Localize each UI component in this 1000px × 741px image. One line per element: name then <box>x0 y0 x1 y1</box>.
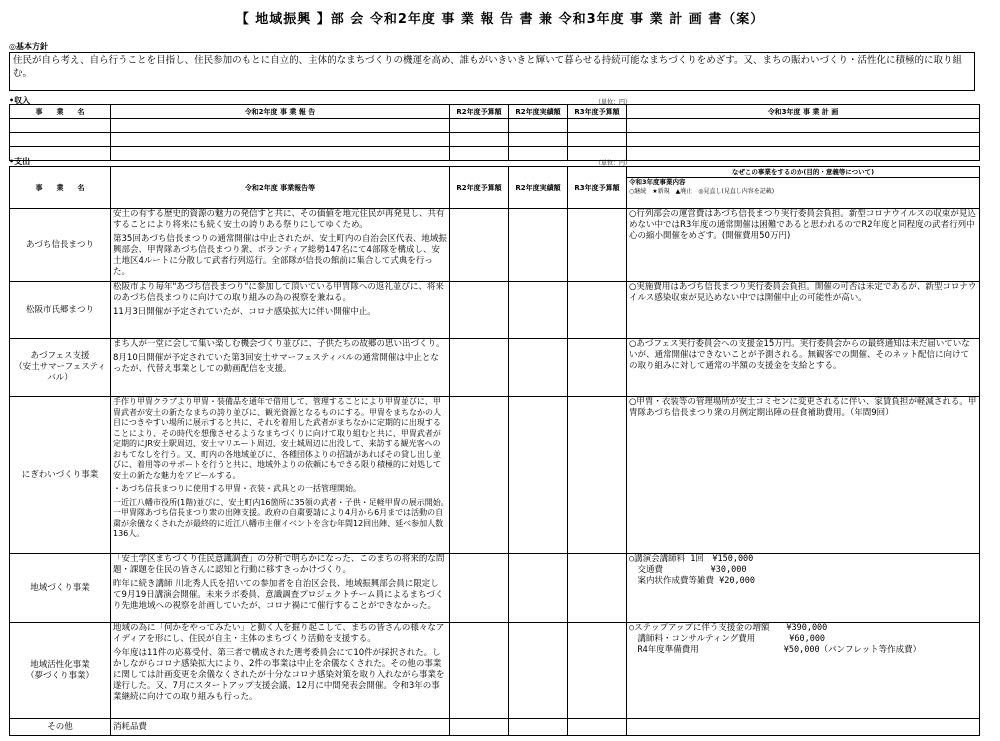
budget-cell <box>450 719 509 736</box>
page-title: 【 地域振興 】部 会 令和2年度 事 業 報 告 書 兼 令和3年度 事 業 計 画 書（案） <box>235 12 765 27</box>
row-plan: ○行列部会の運営費はあづち信長まつり実行委員会負担。新型コロナウイルスの収束が見込めない中ではR3年度の通常開催は困難であると思われるのでR2年度と同程度の武者行列中心の縮小開催をめざす。(開催費用50万円) <box>627 209 980 282</box>
expense-unit: （単位：円） <box>595 160 632 167</box>
income-header-r3budget: R3年度予算額 <box>568 105 627 119</box>
row-report <box>111 623 450 719</box>
budget-cell <box>450 623 509 719</box>
r3budget-cell <box>568 209 627 282</box>
r3budget-cell <box>568 282 627 339</box>
report-paragraph: 11月3日開催が予定されていたが、コロナ感染拡大に伴い開催中止。 <box>113 307 376 317</box>
income-header-plan: 令和3年度 事 業 計 画 <box>627 105 980 119</box>
actual-cell <box>509 397 568 554</box>
row-report <box>111 719 450 736</box>
income-cell <box>627 147 980 161</box>
report-paragraph: ・あづち信長まつりに使用する甲冑・衣装・武具との一括管理開始。 <box>113 484 361 493</box>
row-report <box>111 282 450 339</box>
r3budget-cell <box>568 719 627 736</box>
budget-cell <box>450 554 509 623</box>
row-plan <box>627 554 980 623</box>
row-name: あづち信長まつり <box>10 209 111 282</box>
income-cell <box>450 133 509 147</box>
report-paragraph: 「安土学区まちづくり住民意識調査」の分析で明らかになった、このまちの将来的な問題・課題を住民の皆さんに認知と行動に移すきっかけづくり。 <box>113 554 445 575</box>
expense-header-actual: R2年度実績額 <box>509 167 568 209</box>
plan-line: R4年度準備費用 ¥50,000（パンフレット等作成費） <box>629 645 922 655</box>
row-name: にぎわいづくり事業 <box>10 397 111 554</box>
row-name: 松阪市氏郷まつり <box>10 282 111 339</box>
expense-header-plan <box>627 167 980 209</box>
plan-legend: ○継続 ★新規 ▲廃止 ◎見直し(見直し内容を記載) <box>629 188 775 195</box>
income-cell <box>568 119 627 133</box>
row-report <box>111 554 450 623</box>
income-cell <box>627 133 980 147</box>
why-header: なぜこの事業をするのか(目的・意義等について) <box>627 167 979 178</box>
row-plan <box>627 623 980 719</box>
actual-cell <box>509 719 568 736</box>
plan-line: ○ステップアップに伴う支援金の増額 ¥390,000 <box>629 623 828 633</box>
report-paragraph: 手作り甲冑クラブより甲冑・装備品を通年で借用して、管理することにより甲冑並びに、甲冑武者が安土の新たなまちの誇り並びに、観光資源となるものにする。甲冑をまちなかの人目につきやすい場所に展示すると共に、それを着用した武者がまちなかに定期的に出現することにより、その時代を想像させるようなまちづくりに向けて取り組むと共に、甲冑武者が定期的にJR安土駅周辺、安土マリエート周辺、安土城周辺に出没して、来訪する観光客へのおもてなしを行う。又、町内の各地域並びに、各種団体よりの招請があればその貸し出し並びに、着用等のサポートを行うと共に、地域外よりの依頼にもできる限り積極的に対処して安土の新たな魅力をアピールする。 <box>113 397 441 480</box>
report-paragraph: 地域の為に「何かをやってみたい」と動く人を掘り起こして、まちの皆さんの様々なアイディアを形にし、住民が自主・主体のまちづくり活動を支援する。 <box>113 623 445 644</box>
report-paragraph: 今年度は11件の応募受付、第三者で構成された選考委員会にて10件が採択された。しかしながらコロナ感染拡大により、2件の事業は中止を余儀なくされた。その他の事業に関しては計画変更を余儀なくされたが十分なコロナ感染対策を取り入れながら事業を遂行した。又、7月にスタートアップ支援会議、12月に中間発表会開催。令和3年の事業継続に向けての取り組みも行った。 <box>113 648 445 702</box>
income-header-name: 事 業 名 <box>10 105 111 119</box>
row-report <box>111 397 461 554</box>
basic-policy-text: 住民が自ら考え、自ら行うことを目指し、住民参加のもとに自立的、主体的なまちづくりの機運を高め、誰もがいきいきと輝いて暮らせる持続可能なまちづくりをめざす。又、まちの賑わいづくり・活性化に積極的に取り組む。 <box>9 52 975 91</box>
budget-cell <box>450 209 509 282</box>
row-report <box>111 339 450 397</box>
budget-cell <box>450 339 509 397</box>
row-report <box>111 209 450 282</box>
plan-line: 講師料・コンサルティング費用 ¥60,000 <box>629 634 826 644</box>
row-plan: ○実施費用はあづち信長まつり実行委員会負担。開催の可否は未定であるが、新型コロナウイルス感染収束が見込めない中では開催中止の可能性が高い。 <box>627 282 980 339</box>
row-plan: ○甲冑・衣装等の管理場所が安土コミセンに変更されるに伴い、家賃負担が軽減される。甲冑隊あづち信長まつり衆の月例定期出陣の昼食補助費用。（年間9回） <box>627 397 980 554</box>
income-header-report: 令和2年度 事 業 報 告 <box>111 105 450 119</box>
report-paragraph: 消耗品費 <box>113 721 148 732</box>
budget-cell <box>450 282 509 339</box>
budget-cell <box>450 397 509 554</box>
r3budget-cell <box>568 397 627 554</box>
expense-header-name: 事 業 名 <box>10 167 111 209</box>
expense-header-report: 令和2年度 事業報告等 <box>111 167 450 209</box>
report-paragraph: 昨年に続き講師 川北秀人氏を招いての参加者を自治区会長、地域振興部会員に限定して9月19日講演会開催。未来ラボ委員、意識調査プロジェクトチーム員によるまちづくり先進地域への視察を計画していたが、コロナ禍にて催行することができなかった。 <box>113 579 444 611</box>
row-name: 地域活性化事業 （夢づくり事業） <box>10 623 111 719</box>
row-name: 地域づくり事業 <box>10 554 111 623</box>
plan-line: ○講演会講師料 1回 ¥150,000 <box>629 554 754 564</box>
plan-line: 案内状作成費等雑費 ¥20,000 <box>629 576 755 586</box>
income-label: •収入 <box>9 96 31 105</box>
actual-cell <box>509 282 568 339</box>
income-cell <box>509 119 568 133</box>
r3budget-cell <box>568 623 627 719</box>
income-cell <box>111 133 450 147</box>
actual-cell <box>509 339 568 397</box>
actual-cell <box>509 623 568 719</box>
expense-label: •支出 <box>9 157 31 166</box>
row-plan <box>627 719 980 736</box>
income-cell <box>111 147 450 161</box>
income-header-actual: R2年度実績額 <box>509 105 568 119</box>
actual-cell <box>509 209 568 282</box>
income-cell <box>10 133 111 147</box>
actual-cell <box>509 554 568 623</box>
income-cell <box>568 133 627 147</box>
r3budget-cell <box>568 554 627 623</box>
expense-header-budget: R2年度予算額 <box>450 167 509 209</box>
income-cell <box>627 119 980 133</box>
income-cell <box>509 147 568 161</box>
report-paragraph: 一近江八幡市役所(1階)並びに、安土町内16箇所に35領の武者・子供・足軽甲冑の展示開始。 一甲冑隊あづち信長まつり衆の出陣支援。政府の自粛要請により4月から6月までは活動の自粛が余儀なくされたが最終的に近江八幡市主催イベントを含む年間12回出陣、延べ参加人数136人。 <box>113 497 461 538</box>
income-header-budget: R2年度予算額 <box>450 105 509 119</box>
income-cell <box>450 147 509 161</box>
income-table <box>9 104 980 161</box>
report-paragraph: 第35回あづち信長まつりの通常開催は中止されたが、安土町内の自治会区代表、地域振興部会、甲冑隊あづち信長まつり衆、ボランティア総勢147名にて4部隊を構成し、安土地区4ルートに分散して武者行列巡行。全部隊が信長の館前に集合して式典を行った。 <box>113 234 447 277</box>
row-name: あづフェス支援 （安土サマーフェスティバル） <box>10 339 111 397</box>
report-paragraph: 松阪市より毎年"あづち信長まつり"に参加して頂いている甲冑隊への返礼並びに、将来のあづち信長まつりに向けての取り組みの為の視察を兼ねる。 <box>113 282 444 303</box>
report-paragraph: 8月10日開催が予定されていた第3回安土サマーフェスティバルの通常開催は中止となったが、代替え事業としての動画配信を支援。 <box>113 353 439 374</box>
row-name: その他 <box>10 719 111 736</box>
income-cell <box>450 119 509 133</box>
report-paragraph: 安土の有する歴史的資源の魅力の発信すと共に、その価値を地元住民が再発見し、共有することにより将来にも続く安土の誇りある祭りにしてゆくため。 <box>113 209 445 230</box>
plan-line: 交通費 ¥30,000 <box>629 565 747 575</box>
income-cell <box>509 133 568 147</box>
row-plan: ○あづフェス実行委員会への支援金15万円。実行委員会からの最終通知は未だ届いていないが、通常開催はできないことが予測される。無観客での開催、そのネット配信に向けての取り組みに対して通常の半額の支援金を支給とする。 <box>627 339 980 397</box>
basic-policy-label: ◎基本方針 <box>9 42 48 51</box>
r3budget-cell <box>568 339 627 397</box>
income-cell <box>111 119 450 133</box>
expense-header-r3budget: R3年度予算額 <box>568 167 627 209</box>
income-cell <box>10 119 111 133</box>
plan-title: 令和3年度事業内容 <box>629 178 686 186</box>
income-unit: （単位：円） <box>595 99 632 106</box>
expense-table <box>9 166 980 736</box>
report-paragraph: まち人が一堂に会して集い楽しむ機会づくり並びに、子供たちの故郷の思い出づくり。 <box>113 339 445 349</box>
